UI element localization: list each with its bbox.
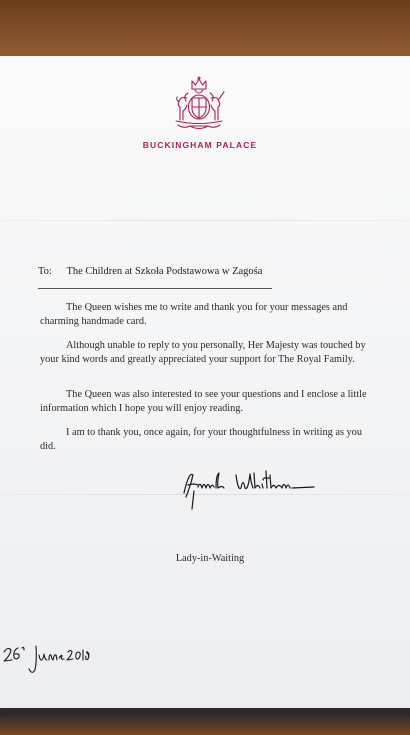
letterhead-title: BUCKINGHAM PALACE xyxy=(142,140,258,150)
paper-fold-line xyxy=(0,220,410,221)
recipient-line xyxy=(38,266,278,277)
signatory-title: Lady-in-Waiting xyxy=(175,553,245,564)
recipient-name: The Children at Szkoła Podstawowa w Zagośa xyxy=(66,266,263,277)
paragraph-2: Although unable to reply to you personally, Her Majesty was touched by your kind words and greatly appreciated your support for The Royal Family. xyxy=(40,340,366,365)
paragraph-3: The Queen was also interested to see your questions and I enclose a little information which I hope you will enjoy reading. xyxy=(40,389,367,414)
handwritten-date xyxy=(2,642,92,676)
paragraph-1: The Queen wishes me to write and thank you for your messages and charming handmade card. xyxy=(40,302,348,327)
handwritten-signature xyxy=(180,461,320,511)
to-label: To: xyxy=(38,266,52,277)
recipient-underline xyxy=(38,288,272,289)
letter-page xyxy=(0,56,410,708)
royal-coat-of-arms-icon xyxy=(168,76,230,134)
paragraph-4: I am to thank you, once again, for your thoughtfulness in writing as you did. xyxy=(40,427,362,452)
